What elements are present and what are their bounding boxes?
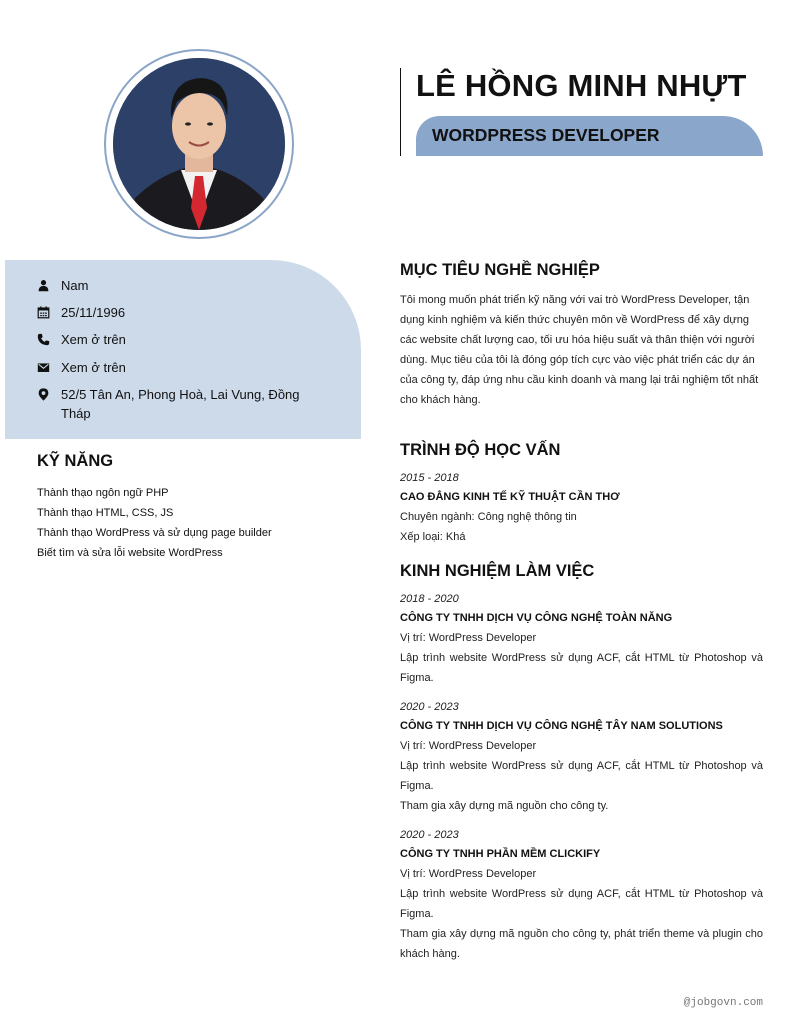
job-detail: Tham gia xây dựng mã nguồn cho công ty. <box>400 800 609 812</box>
job-title-banner <box>416 116 763 156</box>
education-grade: Xếp loại: Khá <box>400 531 466 543</box>
contact-text: 52/5 Tân An, Phong Hoà, Lai Vung, Đồng Tháp <box>61 387 300 421</box>
education-heading: TRÌNH ĐỘ HỌC VẤN <box>400 441 561 459</box>
calendar-icon <box>37 303 53 322</box>
experience-heading: KINH NGHIỆM LÀM VIỆC <box>400 562 595 580</box>
job-company: CÔNG TY TNHH DỊCH VỤ CÔNG NGHỆ TÂY NAM SOLUTIONS <box>400 720 723 732</box>
contact-text: 25/11/1996 <box>61 305 126 320</box>
job-detail: Lập trình website WordPress sử dụng ACF, cắt HTML từ Photoshop và Figma. <box>400 888 763 920</box>
candidate-name: LÊ HỒNG MINH NHỰT <box>416 68 747 103</box>
job-detail: Tham gia xây dựng mã nguồn cho công ty, phát triển theme và plugin cho khách hàng. <box>400 928 763 960</box>
contact-birthday <box>37 303 311 322</box>
contact-panel <box>5 260 361 439</box>
job-period: 2018 - 2020 <box>400 593 459 605</box>
skill-item: Thành thạo HTML, CSS, JS <box>37 507 174 519</box>
person-icon <box>37 276 53 295</box>
contact-text: Xem ở trên <box>61 332 126 347</box>
watermark: @jobgovn.com <box>683 997 763 1009</box>
envelope-icon <box>37 358 53 377</box>
job-position: Vị trí: WordPress Developer <box>400 740 537 752</box>
job-title: WORDPRESS DEVELOPER <box>432 125 660 145</box>
avatar <box>113 58 285 230</box>
job-entry <box>400 826 763 964</box>
education-period: 2015 - 2018 <box>400 472 459 484</box>
objective-heading: MỤC TIÊU NGHỀ NGHIỆP <box>400 261 600 279</box>
contact-email <box>37 358 311 377</box>
contact-gender <box>37 276 311 295</box>
contact-text: Nam <box>61 278 89 293</box>
contact-text: Xem ở trên <box>61 360 126 375</box>
education-major: Chuyên ngành: Công nghệ thông tin <box>400 511 577 523</box>
header-divider <box>400 68 401 156</box>
experience-section <box>400 562 763 964</box>
school-name: CAO ĐẲNG KINH TẾ KỸ THUẬT CẦN THƠ <box>400 491 620 503</box>
phone-icon <box>37 330 53 349</box>
map-marker-icon <box>37 385 53 404</box>
contact-phone <box>37 330 311 349</box>
objective-text: Tôi mong muốn phát triển kỹ năng với vai trò WordPress Developer, tận dụng kinh nghiệm và kiến thức chuyên môn về WordPress để xây dựng các website chất lượng cao, tối ưu hóa hiệu suất và thân thiện với người dùng. Mục tiêu của tôi là đóng góp tích cực vào việc phát triển các dự án của công ty, đáp ứng nhu cầu kinh doanh và mang lại trải nghiệm tốt nhất cho khách hàng. <box>400 294 759 406</box>
skill-item: Thành thạo WordPress và sử dụng page builder <box>37 527 272 539</box>
objective-section <box>400 261 763 410</box>
job-company: CÔNG TY TNHH PHẦN MỀM CLICKIFY <box>400 848 601 860</box>
job-position: Vị trí: WordPress Developer <box>400 632 537 644</box>
job-detail: Lập trình website WordPress sử dụng ACF, cắt HTML từ Photoshop và Figma. <box>400 652 763 684</box>
skills-heading: KỸ NĂNG <box>37 452 114 470</box>
job-entry <box>400 590 763 688</box>
job-entry <box>400 698 763 816</box>
portrait-photo <box>113 58 285 230</box>
job-detail: Lập trình website WordPress sử dụng ACF, cắt HTML từ Photoshop và Figma. <box>400 760 763 792</box>
job-period: 2020 - 2023 <box>400 829 459 841</box>
skill-item: Thành thạo ngôn ngữ PHP <box>37 487 169 499</box>
job-position: Vị trí: WordPress Developer <box>400 868 537 880</box>
avatar-frame <box>104 49 294 239</box>
education-section <box>400 441 763 547</box>
job-company: CÔNG TY TNHH DỊCH VỤ CÔNG NGHỆ TOÀN NĂNG <box>400 612 673 624</box>
contact-address <box>37 385 311 423</box>
job-period: 2020 - 2023 <box>400 701 459 713</box>
skills-list <box>37 483 272 563</box>
skill-item: Biết tìm và sửa lỗi website WordPress <box>37 547 223 559</box>
